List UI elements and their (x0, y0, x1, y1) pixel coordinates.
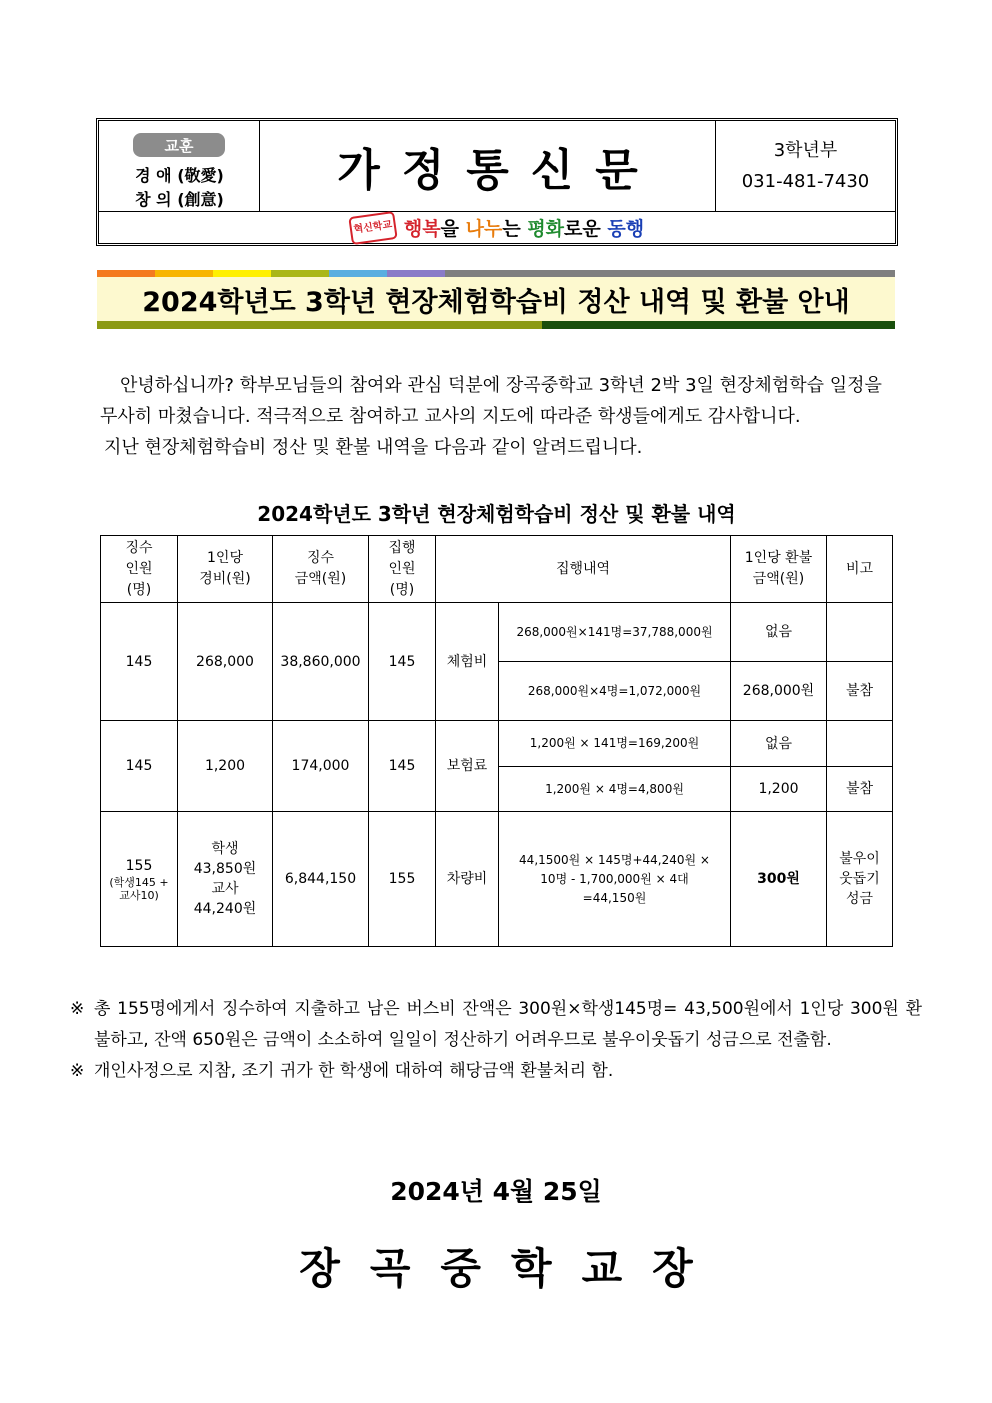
slogan-segment: 는 (502, 218, 528, 240)
school-motto (99, 121, 260, 211)
principal-signature: 장곡중학교장 (299, 1244, 723, 1293)
row2-per-cost: 1,200 (177, 720, 273, 812)
row1-per-cost: 268,000 (177, 602, 273, 721)
greeting-line-1: 안녕하십니까? 학부모님들의 참여와 관심 덕분에 장곡중학교 3학년 2박 3일 현장체험학습 일정을 (120, 375, 882, 396)
title-top-stripe (97, 270, 895, 277)
slogan-segment: 나누 (465, 218, 503, 240)
row3-refund: 300원 (730, 811, 827, 947)
note-1-text: 총 155명에게서 징수하여 지출하고 남은 버스비 잔액은 300원×학생145명= 43,500원에서 1인당 300원 환불하고, 잔액 650원은 금액이 소소하여 일일이 정산하기 어려우므로 불우이웃돕기 성금으로 전출함. (94, 999, 922, 1050)
header-exec-count: 집행 인원 (명) (368, 535, 436, 603)
row3-detail: 44,1500원 × 145명+44,240원 × 10명 - 1,700,000원 × 4대 =44,150원 (498, 811, 731, 947)
title-bottom-stripe (97, 321, 895, 329)
row2-collect-amount: 174,000 (272, 720, 369, 812)
row3-note: 불우이 웃돕기 성금 (826, 811, 893, 947)
newsletter-header (96, 118, 898, 246)
row1-collect-amount: 38,860,000 (272, 602, 369, 721)
note-2 (70, 1056, 922, 1087)
row1a-detail: 268,000원×141명=37,788,000원 (498, 602, 731, 662)
stripe-segment (271, 270, 329, 277)
row3-category: 차량비 (435, 811, 499, 947)
row3-collect-amount: 6,844,150 (272, 811, 369, 947)
stripe-segment (97, 270, 155, 277)
slogan-segment: 을 (440, 218, 466, 240)
row1b-note: 불참 (826, 661, 893, 721)
stripe-segment (213, 270, 271, 277)
row2b-detail: 1,200원 × 4명=4,800원 (498, 766, 731, 812)
slogan-text (404, 214, 644, 241)
note-1-marker: ※ (70, 999, 85, 1019)
settlement-table (100, 535, 893, 947)
row1b-refund: 268,000원 (730, 661, 827, 721)
motto-badge: 교훈 (133, 133, 225, 157)
stripe-segment (445, 270, 895, 277)
notes-section (70, 994, 922, 1087)
row3-collect-count-breakdown: (학생145 + 교사10) (109, 876, 169, 902)
department: 3학년부 (773, 140, 838, 161)
row2a-note (826, 720, 893, 767)
row2a-detail: 1,200원 × 141명=169,200원 (498, 720, 731, 767)
row3-collect-count-value: 155 (125, 858, 153, 874)
motto-line-2: 창 의 (創意) (135, 190, 224, 209)
table-title: 2024학년도 3학년 현장체험학습비 정산 및 환불 내역 (257, 502, 736, 526)
motto-line-1: 경 애 (敬愛) (135, 166, 224, 185)
stripe-segment (329, 270, 387, 277)
greeting-line-2: 무사히 마쳤습니다. 적극적으로 참여하고 교사의 지도에 따라준 학생들에게도 감사합니다. (100, 406, 801, 427)
row3-per-cost: 학생 43,850원 교사 44,240원 (177, 811, 273, 947)
row1a-note (826, 602, 893, 662)
contact-info (716, 121, 895, 211)
row2b-refund: 1,200 (730, 766, 827, 812)
row2a-refund: 없음 (730, 720, 827, 767)
greeting-paragraph (100, 370, 922, 463)
note-1 (70, 994, 922, 1056)
header-exec-detail: 집행내역 (435, 535, 731, 603)
note-2-marker: ※ (70, 1061, 85, 1081)
row1-exec-count: 145 (368, 602, 436, 721)
row1-category: 체험비 (435, 602, 499, 721)
slogan-segment: 로운 (564, 218, 608, 240)
issue-date: 2024년 4월 25일 (390, 1177, 602, 1206)
stripe-segment (155, 270, 213, 277)
row1b-detail: 268,000원×4명=1,072,000원 (498, 661, 731, 721)
row3-collect-count (100, 811, 178, 947)
header-note: 비고 (826, 535, 893, 603)
row1a-refund: 없음 (730, 602, 827, 662)
row3-exec-count: 155 (368, 811, 436, 947)
innovation-school-stamp-icon: 혁신학교 (348, 210, 397, 244)
notice-title: 2024학년도 3학년 현장체험학습비 정산 내역 및 환불 안내 (97, 277, 895, 321)
row2-collect-count: 145 (100, 720, 178, 812)
slogan-segment: 행복 (403, 218, 441, 240)
header-collect-amount: 징수 금액(원) (272, 535, 369, 603)
slogan-segment: 동행 (607, 218, 645, 240)
greeting-line-3: 지난 현장체험학습비 정산 및 환불 내역을 다음과 같이 알려드립니다. (104, 437, 643, 458)
page-title: 가정통신문 (260, 121, 716, 211)
phone-number: 031-481-7430 (741, 171, 870, 192)
school-slogan (99, 211, 895, 243)
row2-category: 보험료 (435, 720, 499, 812)
slogan-segment: 평화 (527, 218, 565, 240)
row2b-note: 불참 (826, 766, 893, 812)
note-2-text: 개인사정으로 지참, 조기 귀가 한 학생에 대하여 해당금액 환불처리 함. (94, 1061, 614, 1081)
row1-collect-count: 145 (100, 602, 178, 721)
header-per-cost: 1인당 경비(원) (177, 535, 273, 603)
stripe-segment (387, 270, 445, 277)
header-collect-count: 징수 인원 (명) (100, 535, 178, 603)
row2-exec-count: 145 (368, 720, 436, 812)
header-refund: 1인당 환불 금액(원) (730, 535, 827, 603)
